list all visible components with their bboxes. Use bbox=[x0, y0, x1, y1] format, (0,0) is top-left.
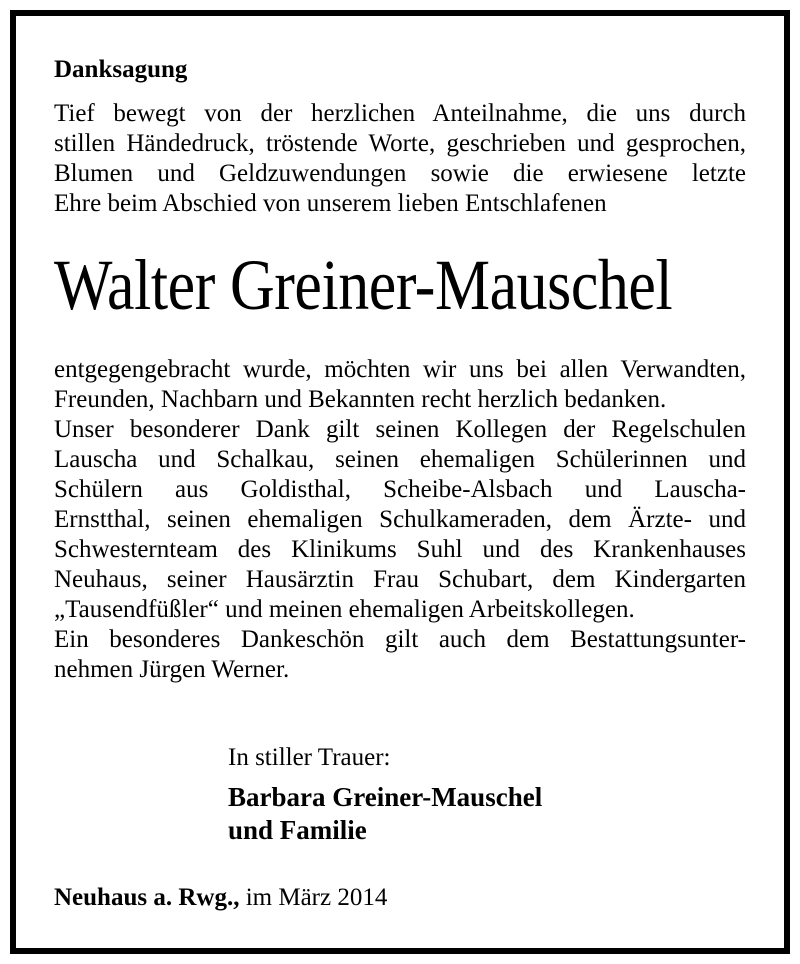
intro-line: Blumen und Geldzuwendungen sowie die erwiesene letzte bbox=[54, 160, 746, 187]
signer-family: und Familie bbox=[228, 815, 367, 845]
thanks-line: Schwesternteam des Klinikums Suhl und des Krankenhauses bbox=[54, 536, 746, 563]
thanks-line: nehmen Jürgen Werner. bbox=[54, 656, 290, 683]
notice-heading: Danksagung bbox=[54, 56, 188, 83]
deceased-name: Walter Greiner-Mauschel bbox=[54, 245, 673, 325]
place-date-line bbox=[54, 883, 746, 913]
thanks-line: Schülern aus Goldisthal, Scheibe-Alsbach und Lauscha- bbox=[54, 476, 746, 503]
signer-block bbox=[228, 781, 728, 847]
thanks-line: Lauscha und Schalkau, seinen ehemaligen Schülerinnen und bbox=[54, 446, 746, 473]
intro-line: Ehre beim Abschied von unserem lieben Entschlafenen bbox=[54, 190, 607, 217]
intro-line: Tief bewegt von der herzlichen Anteilnahme, die uns durch bbox=[54, 100, 746, 127]
thanks-paragraph bbox=[54, 355, 746, 685]
place: Neuhaus a. Rwg., bbox=[54, 884, 240, 911]
thanks-line: entgegengebracht wurde, möchten wir uns bei allen Verwandten, bbox=[54, 356, 746, 383]
date: im März 2014 bbox=[245, 884, 388, 911]
thanks-line: Ein besonderes Dankeschön gilt auch dem Bestattungsunter- bbox=[54, 626, 746, 653]
intro-line: stillen Händedruck, tröstende Worte, geschrieben und gesprochen, bbox=[54, 130, 746, 157]
thanks-line: Ernstthal, seinen ehemaligen Schulkameraden, dem Ärzte- und bbox=[54, 506, 746, 533]
mourning-label: In stiller Trauer: bbox=[228, 744, 391, 771]
thanks-line: Freunden, Nachbarn und Bekannten recht herzlich bedanken. bbox=[54, 386, 667, 413]
thanks-line: Neuhaus, seiner Hausärztin Frau Schubart, dem Kindergarten bbox=[54, 566, 746, 593]
thanks-line: „Tausendfüßler“ und meinen ehemaligen Arbeitskollegen. bbox=[54, 596, 635, 623]
signer-name: Barbara Greiner-Mauschel bbox=[228, 782, 543, 812]
thanks-line: Unser besonderer Dank gilt seinen Kollegen der Regelschulen bbox=[54, 416, 746, 443]
intro-paragraph bbox=[54, 99, 746, 219]
